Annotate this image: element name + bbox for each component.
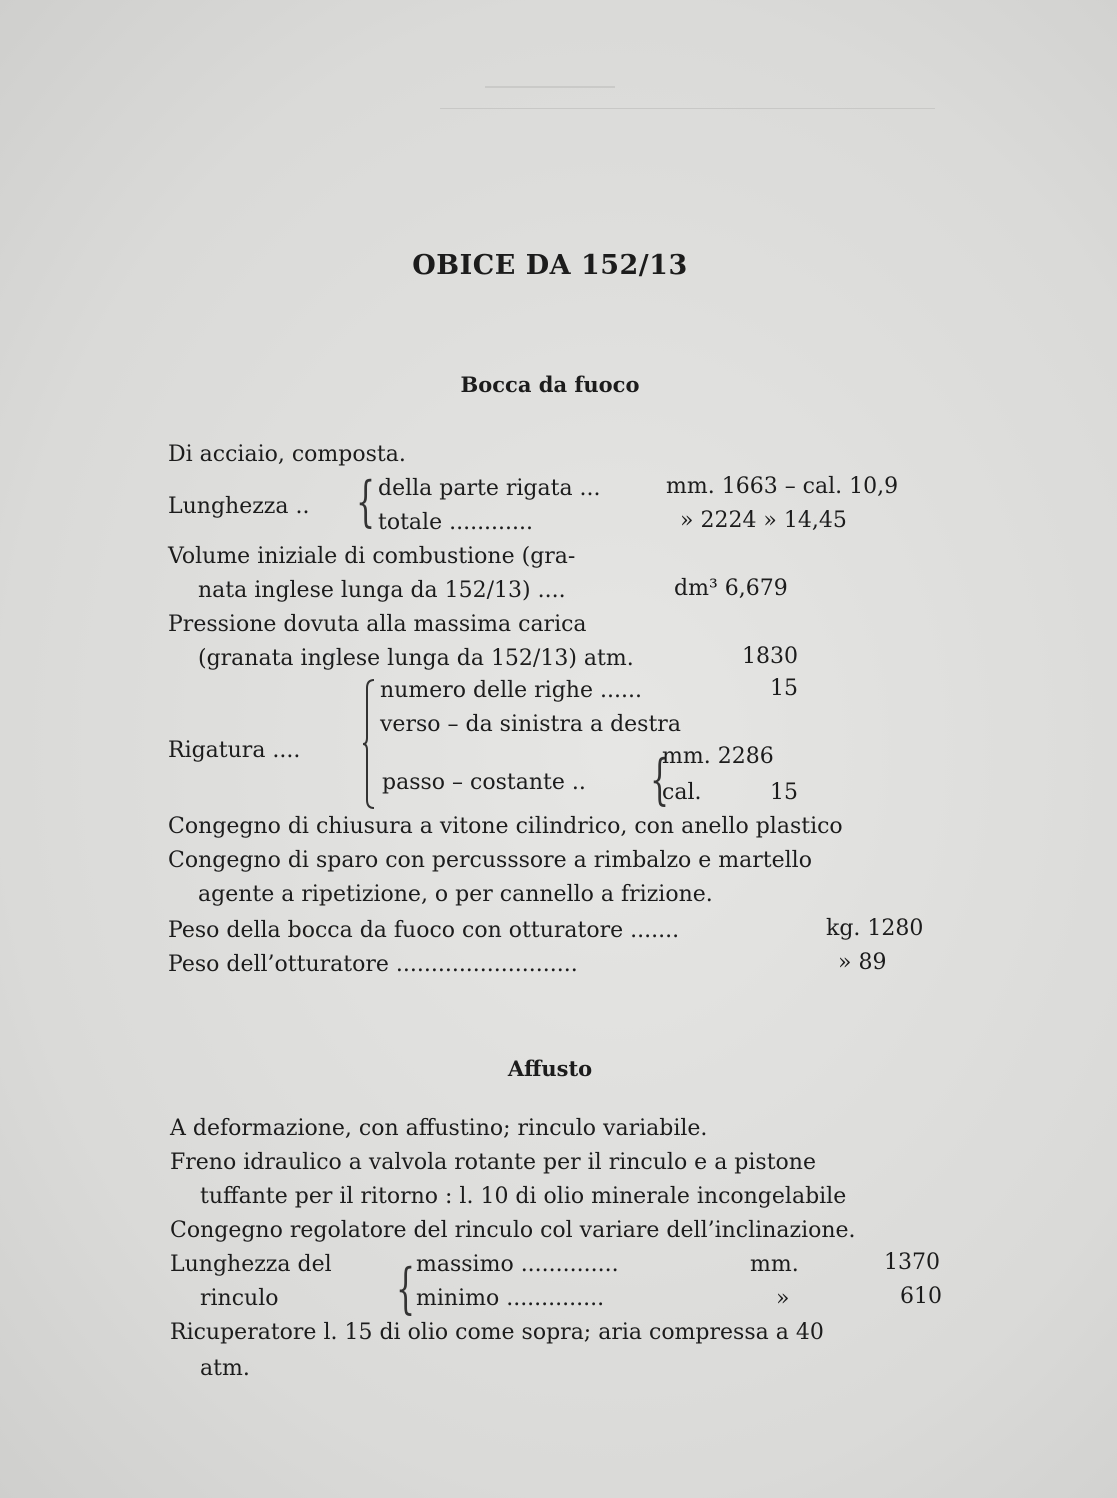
peso-bocca-line: Peso della bocca da fuoco con otturatore ....... bbox=[168, 918, 680, 943]
massimo-unit: mm. bbox=[750, 1252, 799, 1277]
passo-mm: mm. 2286 bbox=[662, 744, 774, 769]
massimo-value: 1370 bbox=[884, 1250, 940, 1275]
lunghezza-rigata: della parte rigata ... bbox=[378, 476, 601, 501]
lunghezza-label: Lunghezza .. bbox=[168, 494, 310, 519]
lunghezza-brace: { bbox=[356, 471, 376, 535]
passo-cal: cal. bbox=[662, 780, 702, 805]
volume-line-2: nata inglese lunga da 152/13) .... bbox=[198, 578, 566, 603]
pressione-value: 1830 bbox=[742, 644, 798, 669]
passo-cal-value: 15 bbox=[770, 780, 798, 805]
pressione-line-2: (granata inglese lunga da 152/13) atm. bbox=[198, 646, 634, 671]
peso-bocca-value: kg. 1280 bbox=[826, 916, 924, 941]
rigatura-label: Rigatura .... bbox=[168, 738, 301, 763]
lunghezza-rigata-value: mm. 1663 – cal. 10,9 bbox=[666, 474, 899, 499]
deformazione-line: A deformazione, con affustino; rinculo variabile. bbox=[170, 1116, 708, 1141]
section-heading-affusto: Affusto bbox=[507, 1056, 593, 1081]
bleed-through-header-rule bbox=[485, 86, 615, 88]
volume-line-1: Volume iniziale di combustione (gra- bbox=[168, 544, 576, 569]
sparo-line-1: Congegno di sparo con percusssore a rimbalzo e martello bbox=[168, 848, 812, 873]
volume-value: dm³ 6,679 bbox=[674, 576, 788, 601]
freno-line-2: tuffante per il ritorno : l. 10 di olio minerale incongelabile bbox=[200, 1184, 847, 1209]
sparo-line-2: agente a ripetizione, o per cannello a frizione. bbox=[198, 882, 713, 907]
righe-value: 15 bbox=[770, 676, 798, 701]
righe-line: numero delle righe ...... bbox=[380, 678, 642, 703]
rinculo-label-2: rinculo bbox=[200, 1286, 279, 1311]
section-heading-bocca: Bocca da fuoco bbox=[460, 372, 640, 397]
chiusura-line: Congegno di chiusura a vitone cilindrico, con anello plastico bbox=[168, 814, 843, 839]
massimo-line: massimo .............. bbox=[416, 1252, 619, 1277]
minimo-unit: » bbox=[776, 1286, 790, 1311]
rinculo-label-1: Lunghezza del bbox=[170, 1252, 332, 1277]
verso-line: verso – da sinistra a destra bbox=[380, 712, 681, 737]
freno-line-1: Freno idraulico a valvola rotante per il rinculo e a pistone bbox=[170, 1150, 816, 1175]
regolatore-line: Congegno regolatore del rinculo col variare dell’inclinazione. bbox=[170, 1218, 856, 1243]
passo-line: passo – costante .. bbox=[382, 770, 586, 795]
rinculo-brace: { bbox=[396, 1258, 416, 1322]
pressione-line-1: Pressione dovuta alla massima carica bbox=[168, 612, 587, 637]
material-line: Di acciaio, composta. bbox=[168, 442, 406, 467]
lunghezza-totale: totale ............ bbox=[378, 510, 534, 535]
passo-brace: { bbox=[650, 749, 670, 813]
page-title: OBICE DA 152/13 bbox=[412, 250, 688, 281]
ricuperatore-line-2: atm. bbox=[200, 1356, 250, 1381]
minimo-line: minimo .............. bbox=[416, 1286, 605, 1311]
bleed-through-top-rule bbox=[440, 108, 935, 109]
ricuperatore-line-1: Ricuperatore l. 15 di olio come sopra; aria compressa a 40 bbox=[170, 1320, 824, 1345]
lunghezza-totale-value: » 2224 » 14,45 bbox=[680, 508, 847, 533]
peso-otturatore-line: Peso dell’otturatore .......................... bbox=[168, 952, 578, 977]
minimo-value: 610 bbox=[900, 1284, 942, 1309]
peso-otturatore-value: » 89 bbox=[838, 950, 887, 975]
rigatura-brace bbox=[362, 678, 376, 810]
